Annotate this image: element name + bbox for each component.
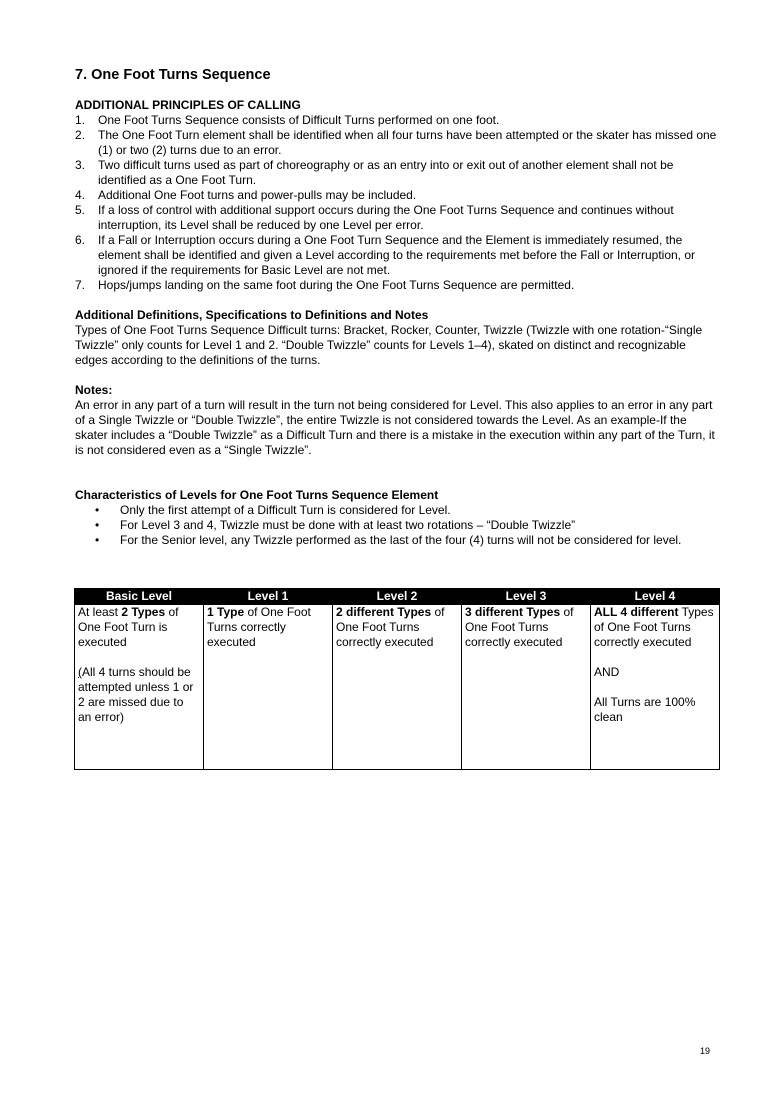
cell-level-4 <box>591 605 720 770</box>
item-number: 5. <box>75 203 86 217</box>
item-number: 6. <box>75 233 86 247</box>
characteristics-heading: Characteristics of Levels for One Foot Turns Sequence Element <box>75 488 439 502</box>
principles-heading: ADDITIONAL PRINCIPLES OF CALLING <box>75 98 301 112</box>
item-number: 2. <box>75 128 86 142</box>
cell-text: Types of One Foot Turns correctly executed <box>594 605 714 649</box>
header-level-4: Level 4 <box>591 589 720 605</box>
cell-text: AND <box>594 665 620 679</box>
item-text: Only the first attempt of a Difficult Turn is considered for Level. <box>120 503 451 517</box>
notes-heading: Notes: <box>75 383 113 397</box>
header-basic-level: Basic Level <box>75 589 204 605</box>
list-item <box>75 518 721 533</box>
cell-text: of One Foot Turns correctly executed <box>465 605 574 649</box>
bullet-icon: • <box>95 533 100 547</box>
list-item <box>75 113 721 128</box>
list-item <box>75 533 721 548</box>
header-level-3: Level 3 <box>462 589 591 605</box>
header-level-1: Level 1 <box>204 589 333 605</box>
cell-text: At least <box>78 605 122 619</box>
cell-bold-text: ALL 4 different <box>594 605 679 619</box>
item-text: One Foot Turns Sequence consists of Difficult Turns performed on one foot. <box>98 113 500 127</box>
cell-bold-text: 1 Type <box>207 605 245 619</box>
characteristics-list <box>75 503 721 548</box>
item-number: 3. <box>75 158 86 172</box>
item-text: Additional One Foot turns and power-pulls may be included. <box>98 188 417 202</box>
item-text: If a Fall or Interruption occurs during a One Foot Turn Sequence and the Element is immediately resumed, the element shall be identified and given a Level according to the requirements met before the Fall or Interruption, or ignored if the requirements for Basic Level are not met. <box>98 233 696 277</box>
page-number: 19 <box>700 1046 711 1056</box>
header-level-2: Level 2 <box>333 589 462 605</box>
cell-basic-level <box>75 605 204 770</box>
cell-text: All 4 turns should be attempted unless 1 or 2 are missed due to an error) <box>78 665 194 724</box>
definitions-text: Types of One Foot Turns Sequence Difficult turns: Bracket, Rocker, Counter, Twizzle (Twizzle with one rotation-“Single Twizzle” only counts for Level 1 and 2. “Double Twizzle” counts for Levels 1–4), skated on distinct and recognizable edges according to the definitions of the turns. <box>75 323 703 367</box>
definitions-heading: Additional Definitions, Specifications to Definitions and Notes <box>75 308 429 322</box>
principles-list <box>75 113 721 293</box>
notes-text: An error in any part of a turn will result in the turn not being considered for Level. This also applies to an error in any part of a Single Twizzle or “Double Twizzle”, the entire Twizzle is not considered towards the Level. As an example-If the skater includes a “Double Twizzle” as a Difficult Turn and there is a mistake in the execution within any part of the Turn, it is not considered even as a “Single Twizzle”. <box>75 398 715 457</box>
cell-bold-text: 3 different Types <box>465 605 561 619</box>
cell-bold-text: 2 different Types <box>336 605 432 619</box>
list-item <box>75 233 721 278</box>
cell-text: of One Foot Turns correctly executed <box>336 605 445 649</box>
levels-table <box>74 588 720 770</box>
item-text: Two difficult turns used as part of choreography or as an entry into or exit out of another element shall not be identified as a One Foot Turn. <box>98 158 674 187</box>
page-title: 7. One Foot Turns Sequence <box>75 67 271 83</box>
list-item <box>75 158 721 188</box>
bullet-icon: • <box>95 503 100 517</box>
cell-text: All Turns are 100% clean <box>594 695 696 724</box>
bullet-icon: • <box>95 518 100 532</box>
cell-text: of One Foot Turn is executed <box>78 605 179 649</box>
cell-text: ( <box>78 665 82 679</box>
list-item <box>75 128 721 158</box>
item-text: For the Senior level, any Twizzle performed as the last of the four (4) turns will not be considered for level. <box>120 533 682 547</box>
cell-level-3 <box>462 605 591 770</box>
item-number: 7. <box>75 278 86 292</box>
cell-level-2 <box>333 605 462 770</box>
list-item <box>75 503 721 518</box>
cell-bold-text: 2 Types <box>121 605 166 619</box>
item-text: For Level 3 and 4, Twizzle must be done with at least two rotations – “Double Twizzle” <box>120 518 576 532</box>
list-item <box>75 188 721 203</box>
cell-text: of One Foot Turns correctly executed <box>207 605 311 649</box>
item-text: The One Foot Turn element shall be identified when all four turns have been attempted or the skater has missed one (1) or two (2) turns due to an error. <box>98 128 717 157</box>
table-row <box>75 605 720 770</box>
item-number: 4. <box>75 188 86 202</box>
document-page <box>75 66 721 548</box>
table-header-row <box>75 589 720 605</box>
list-item <box>75 203 721 233</box>
item-number: 1. <box>75 113 86 127</box>
item-text: Hops/jumps landing on the same foot during the One Foot Turns Sequence are permitted. <box>98 278 575 292</box>
item-text: If a loss of control with additional support occurs during the One Foot Turns Sequence and continues without interruption, its Level shall be reduced by one Level per error. <box>98 203 674 232</box>
list-item <box>75 278 721 293</box>
cell-level-1 <box>204 605 333 770</box>
